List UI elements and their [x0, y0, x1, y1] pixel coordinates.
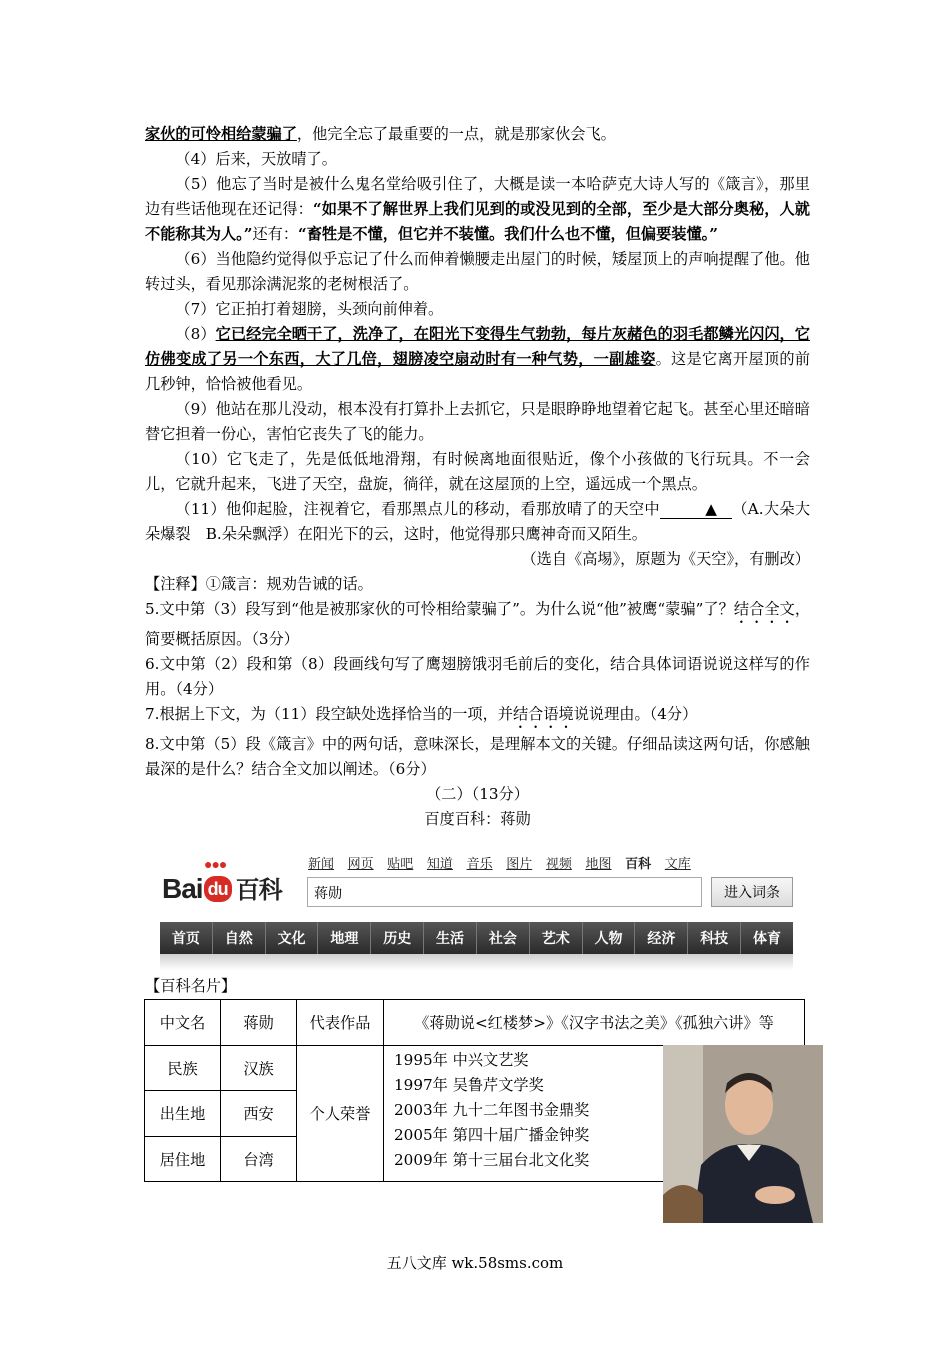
info-value-chinese-name: 蒋勋 [221, 1000, 297, 1046]
category-sports[interactable]: 体育 [753, 930, 782, 946]
footer-watermark: 五八文库 wk.58sms.com [386, 1254, 564, 1272]
honor-item: 2009年 第十三届台北文化奖 [394, 1151, 590, 1169]
source-citation: （选自《高埸》，原题为《天空》，有删改） [521, 550, 810, 568]
info-label-chinese-name: 中文名 [145, 1000, 221, 1046]
info-value-residence: 台湾 [221, 1137, 297, 1182]
info-value-ethnicity: 汉族 [221, 1046, 297, 1091]
nav-music[interactable]: 音乐 [466, 856, 493, 871]
info-value-birthplace: 西安 [221, 1091, 297, 1137]
portrait-photo [663, 1045, 823, 1223]
nav-zhidao[interactable]: 知道 [426, 856, 453, 871]
info-label-honors: 个人荣誉 [297, 1046, 384, 1182]
baidu-baike-logo: ●●● Bai du 百科 [162, 856, 282, 904]
search-input[interactable]: 蒋勋 [307, 877, 702, 907]
paragraph-6: （6）当他隐约觉得似乎忘记了什么而伸着懒腰走出屋门的时候，矮屋顶上的声响提醒了他。他转过头，看见那涂满泥浆的老树根活了。 [145, 250, 810, 293]
category-people[interactable]: 人物 [583, 922, 636, 954]
honor-item: 2003年 九十二年图书金鼎奖 [394, 1101, 590, 1119]
paragraph-7: （7）它正拍打着翅膀，头颈向前伸着。 [175, 300, 444, 318]
nav-map[interactable]: 地图 [585, 856, 612, 871]
category-bar [160, 922, 793, 954]
category-history[interactable]: 历史 [371, 922, 424, 954]
paragraph-9: （9）他站在那儿没动，根本没有打算扑上去抓它，只是眼睁睁地望着它起飞。甚至心里还暗暗替它担着一份心，害怕它丧失了飞的能力。 [145, 400, 810, 443]
category-culture[interactable]: 文化 [266, 922, 319, 954]
annotation-note: 【注释】①箴言：规劝告诫的话。 [145, 575, 373, 593]
portrait-illustration [663, 1045, 823, 1223]
question-7: 7.根据上下文，为（11）段空缺处选择恰当的一项，并结合语境说说理由。（4分） [145, 705, 698, 723]
nav-tieba[interactable]: 贴吧 [387, 856, 414, 871]
nav-web[interactable]: 网页 [347, 856, 374, 871]
paragraph-5: （5）他忘了当时是被什么鬼名堂给吸引住了，大概是读一本哈萨克大诗人写的《箴言》，那里边有些话他现在还记得：“如果不了解世界上我们见到的或没见到的全部，至少是大部分奥秘，人就不能称其为人。”还有：“畜牲是不懂，但它并不装懂。我们什么也不懂，但偏要装懂。” [145, 175, 810, 243]
category-geography[interactable]: 地理 [318, 922, 371, 954]
paragraph-4: （4）后来，天放晴了。 [175, 150, 337, 168]
question-8: 8.文中第（5）段《箴言》中的两句话，意味深长，是理解本文的关键。仔细品读这两句话，你感触最深的是什么？结合全文加以阐述。（6分） [145, 735, 810, 778]
honor-item: 1995年 中兴文艺奖 [394, 1051, 529, 1069]
category-society[interactable]: 社会 [477, 922, 530, 954]
paragraph-10: （10）它飞走了，先是低低地滑翔，有时候离地面很贴近，像个小孩做的飞行玩具。不一会儿，它就升起来，飞进了天空，盘旋，徜徉，就在这屋顶的上空，遥远成一个黑点。 [145, 450, 810, 493]
paragraph-8: （8）它已经完全晒干了，洗净了，在阳光下变得生气勃勃，每片灰赭色的羽毛都鳞光闪闪，它仿佛变成了另一个东西，大了几倍，翅膀凌空扇动时有一种气势，一副雄姿。这是它离开屋顶的前几秒钟，恰恰被他看见。 [145, 325, 811, 393]
category-art[interactable]: 艺术 [530, 922, 583, 954]
question-5: 5.文中第（3）段写到“他是被那家伙的可怜相给蒙骗了”。为什么说“他”被鹰“蒙骗”了？结合全文，简要概括原因。（3分） [145, 600, 810, 648]
honor-item: 2005年 第四十届广播金钟奖 [394, 1126, 590, 1144]
nav-images[interactable]: 图片 [506, 856, 533, 871]
question-6: 6.文中第（2）段和第（8）段画线句写了鹰翅膀饿羽毛前后的变化，结合具体词语说说这样写的作用。（4分） [145, 655, 810, 698]
paw-icon: ●●● [204, 856, 227, 872]
category-bar-shadow [160, 954, 793, 970]
category-economy[interactable]: 经济 [635, 922, 688, 954]
baike-nameplate-label: 【百科名片】 [145, 977, 237, 995]
info-label-ethnicity: 民族 [145, 1046, 221, 1091]
paragraph-11: （11）他仰起脸，注视着它，看那黑点儿的移动，看那放晴了的天空中 ▲ （A.大朵大朵爆裂 B.朵朵飘浮）在阳光下的云，这时，他觉得那只鹰神奇而又陌生。 [145, 500, 811, 543]
answer-blank[interactable]: ▲ [660, 500, 732, 519]
nav-baike[interactable]: 百科 [625, 856, 652, 871]
section-2-title: （二）（13分） [426, 785, 529, 803]
category-nature[interactable]: 自然 [213, 922, 266, 954]
category-tech[interactable]: 科技 [688, 922, 741, 954]
info-label-works: 代表作品 [297, 1000, 384, 1046]
honor-item: 1997年 吴鲁芹文学奖 [394, 1076, 544, 1094]
section-2-subtitle: 百度百科：蒋勋 [424, 810, 531, 828]
info-value-works: 《蒋勋说<红楼梦>》《汉字书法之美》《孤独六讲》等 [384, 1000, 805, 1046]
category-life[interactable]: 生活 [424, 922, 477, 954]
article-body [145, 122, 810, 832]
paragraph-3-tail: 家伙的可怜相给蒙骗了，他完全忘了最重要的一点，就是那家伙会飞。 [145, 125, 616, 143]
info-label-birthplace: 出生地 [145, 1091, 221, 1137]
enter-entry-button[interactable]: 进入词条 [711, 877, 793, 907]
baidu-baike-header [160, 850, 795, 972]
nav-video[interactable]: 视频 [545, 856, 572, 871]
info-label-residence: 居住地 [145, 1137, 221, 1182]
top-nav [308, 853, 701, 872]
nav-news[interactable]: 新闻 [308, 856, 335, 871]
nav-wenku[interactable]: 文库 [664, 856, 691, 871]
category-home[interactable]: 首页 [160, 922, 213, 954]
